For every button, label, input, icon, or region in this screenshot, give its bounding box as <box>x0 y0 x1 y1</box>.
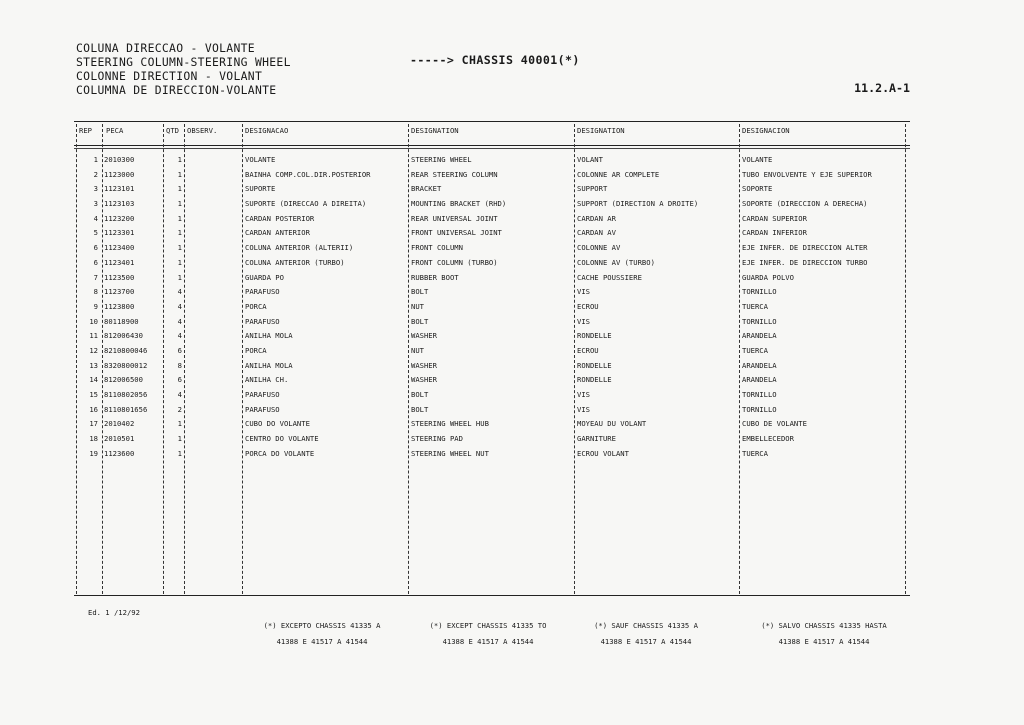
part-number-cell: 1123700 <box>104 287 135 297</box>
designation-en-cell: STEERING WHEEL NUT <box>411 448 489 458</box>
designacao-cell: CENTRO DO VOLANTE <box>245 434 319 444</box>
part-number-cell: 812006500 <box>104 375 143 385</box>
rep-cell: 6 <box>93 257 98 267</box>
designation-fr-cell: VIS <box>577 287 590 297</box>
col-header-designacion: DESIGNACION <box>742 126 790 135</box>
designation-en-cell: FRONT COLUMN <box>411 243 463 253</box>
rep-cell: 12 <box>89 345 98 355</box>
table-row <box>0 419 1024 434</box>
part-number-cell: 2010300 <box>104 155 135 164</box>
designation-en-cell: REAR UNIVERSAL JOINT <box>411 213 498 223</box>
quantity-cell: 1 <box>177 169 182 179</box>
designation-fr-cell: RONDELLE <box>577 375 612 385</box>
designacion-cell: GUARDA POLVO <box>742 272 794 282</box>
table-row <box>0 346 1024 361</box>
designacao-cell: PORCA DO VOLANTE <box>245 448 315 458</box>
designation-fr-cell: VIS <box>577 390 590 399</box>
table-row <box>0 405 1024 420</box>
quantity-cell: 4 <box>177 390 182 399</box>
footnote-line: (*) EXCEPT CHASSIS 41335 TO <box>429 621 547 630</box>
designation-fr-cell: ECROU <box>577 345 599 355</box>
designacao-cell: CARDAN POSTERIOR <box>245 213 315 223</box>
part-number-cell: 812006430 <box>104 331 143 341</box>
part-number-cell: 1123101 <box>104 184 135 194</box>
part-number-cell: 80118900 <box>104 316 139 326</box>
designacion-cell: SOPORTE <box>742 184 773 194</box>
designation-en-cell: FRONT UNIVERSAL JOINT <box>411 228 502 238</box>
footnote-en <box>412 618 564 650</box>
col-header-designation-en: DESIGNATION <box>411 126 459 135</box>
designacao-cell: PORCA <box>245 345 267 355</box>
table-row <box>0 258 1024 273</box>
table-row <box>0 273 1024 288</box>
quantity-cell: 1 <box>177 243 182 253</box>
designation-en-cell: WASHER <box>411 375 437 385</box>
designacion-cell: TUERCA <box>742 301 768 311</box>
quantity-cell: 4 <box>177 287 182 297</box>
rep-cell: 3 <box>93 184 98 194</box>
part-number-cell: 1123000 <box>104 169 135 179</box>
designacao-cell: SUPORTE (DIRECCAO A DIREITA) <box>245 199 367 209</box>
footnote-pt <box>248 618 396 650</box>
quantity-cell: 6 <box>177 375 182 385</box>
footnote-fr <box>579 618 713 650</box>
quantity-cell: 4 <box>177 301 182 311</box>
designation-fr-cell: COLONNE AV (TURBO) <box>577 257 655 267</box>
part-number-cell: 1123500 <box>104 272 135 282</box>
designation-fr-cell: SUPPORT <box>577 184 608 194</box>
footnote-line: (*) SALVO CHASSIS 41335 HASTA <box>761 621 887 630</box>
designacion-cell: TUBO ENVOLVENTE Y EJE SUPERIOR <box>742 169 872 179</box>
quantity-cell: 1 <box>177 228 182 238</box>
table-row <box>0 434 1024 449</box>
table-row <box>0 228 1024 243</box>
rep-cell: 6 <box>93 243 98 253</box>
table-row <box>0 170 1024 185</box>
designacion-cell: VOLANTE <box>742 155 773 164</box>
quantity-cell: 8 <box>177 360 182 370</box>
designation-fr-cell: CARDAN AV <box>577 228 616 238</box>
rep-cell: 17 <box>89 419 98 429</box>
designacao-cell: COLUNA ANTERIOR (TURBO) <box>245 257 345 267</box>
part-number-cell: 2010501 <box>104 434 135 444</box>
quantity-cell: 1 <box>177 213 182 223</box>
quantity-cell: 1 <box>177 272 182 282</box>
footnote-line: 41388 E 41517 A 41544 <box>600 637 692 646</box>
part-number-cell: 1123600 <box>104 448 135 458</box>
designacao-cell: ANILHA CH. <box>245 375 289 385</box>
part-number-cell: 8110801656 <box>104 404 148 414</box>
rep-cell: 16 <box>89 404 98 414</box>
rep-cell: 8 <box>93 287 98 297</box>
quantity-cell: 1 <box>177 155 182 164</box>
part-number-cell: 1123103 <box>104 199 135 209</box>
quantity-cell: 4 <box>177 316 182 326</box>
designacion-cell: TUERCA <box>742 345 768 355</box>
rep-cell: 14 <box>89 375 98 385</box>
designacao-cell: VOLANTE <box>245 155 276 164</box>
designacao-cell: CARDAN ANTERIOR <box>245 228 310 238</box>
edition-date: Ed. 1 /12/92 <box>88 608 140 617</box>
rep-cell: 5 <box>93 228 98 238</box>
quantity-cell: 2 <box>177 404 182 414</box>
designation-fr-cell: SUPPORT (DIRECTION A DROITE) <box>577 199 699 209</box>
designation-fr-cell: CACHE POUSSIERE <box>577 272 642 282</box>
rep-cell: 2 <box>93 169 98 179</box>
designacao-cell: COLUNA ANTERIOR (ALTERII) <box>245 243 354 253</box>
rep-cell: 18 <box>89 434 98 444</box>
designacao-cell: ANILHA MOLA <box>245 331 293 341</box>
col-header-rep: REP <box>79 126 92 135</box>
designacion-cell: CUBO DE VOLANTE <box>742 419 807 429</box>
quantity-cell: 1 <box>177 199 182 209</box>
table-row <box>0 390 1024 405</box>
designation-fr-cell: VOLANT <box>577 155 603 164</box>
designacion-cell: EMBELLECEDOR <box>742 434 794 444</box>
designacao-cell: PORCA <box>245 301 267 311</box>
table-row <box>0 375 1024 390</box>
title-es: COLUMNA DE DIRECCION-VOLANTE <box>76 83 277 97</box>
rep-cell: 4 <box>93 213 98 223</box>
parts-table-body <box>0 155 1024 463</box>
footnote-line: 41388 E 41517 A 41544 <box>778 637 870 646</box>
part-number-cell: 8320800012 <box>104 360 148 370</box>
designation-en-cell: BRACKET <box>411 184 442 194</box>
chassis-range: -----> CHASSIS 40001(*) <box>410 53 580 67</box>
footnote-line: 41388 E 41517 A 41544 <box>442 637 534 646</box>
designacion-cell: EJE INFER. DE DIRECCION TURBO <box>742 257 868 267</box>
designation-en-cell: WASHER <box>411 331 437 341</box>
designation-fr-cell: GARNITURE <box>577 434 616 444</box>
document-title-block <box>76 41 291 97</box>
designation-en-cell: MOUNTING BRACKET (RHD) <box>411 199 507 209</box>
designation-en-cell: FRONT COLUMN (TURBO) <box>411 257 498 267</box>
designacao-cell: PARAFUSO <box>245 404 280 414</box>
col-header-designation-fr: DESIGNATION <box>577 126 625 135</box>
rep-cell: 13 <box>89 360 98 370</box>
designation-fr-cell: VIS <box>577 404 590 414</box>
part-number-cell: 1123800 <box>104 301 135 311</box>
footnote-line: (*) SAUF CHASSIS 41335 A <box>594 621 698 630</box>
part-number-cell: 1123400 <box>104 243 135 253</box>
table-header-rule <box>74 145 910 146</box>
title-pt: COLUNA DIRECCAO - VOLANTE <box>76 41 255 55</box>
designacion-cell: CARDAN SUPERIOR <box>742 213 807 223</box>
title-en: STEERING COLUMN-STEERING WHEEL <box>76 55 291 69</box>
rep-cell: 7 <box>93 272 98 282</box>
table-top-rule <box>74 121 910 122</box>
designation-fr-cell: ECROU VOLANT <box>577 448 629 458</box>
rep-cell: 15 <box>89 390 98 399</box>
designation-en-cell: STEERING PAD <box>411 434 463 444</box>
part-number-cell: 1123200 <box>104 213 135 223</box>
rep-cell: 11 <box>89 331 98 341</box>
quantity-cell: 1 <box>177 419 182 429</box>
table-row <box>0 317 1024 332</box>
quantity-cell: 1 <box>177 434 182 444</box>
designacion-cell: ARANDELA <box>742 331 777 341</box>
designation-en-cell: STEERING WHEEL <box>411 155 472 164</box>
part-number-cell: 8210800046 <box>104 345 148 355</box>
designacao-cell: GUARDA PO <box>245 272 284 282</box>
col-header-qtd: QTD <box>166 126 179 135</box>
designation-en-cell: REAR STEERING COLUMN <box>411 169 498 179</box>
quantity-cell: 1 <box>177 184 182 194</box>
designation-en-cell: WASHER <box>411 360 437 370</box>
table-row <box>0 214 1024 229</box>
quantity-cell: 4 <box>177 331 182 341</box>
designation-fr-cell: COLONNE AV <box>577 243 621 253</box>
designation-en-cell: RUBBER BOOT <box>411 272 459 282</box>
designation-en-cell: STEERING WHEEL HUB <box>411 419 489 429</box>
col-header-designacao: DESIGNACAO <box>245 126 289 135</box>
table-row <box>0 449 1024 464</box>
title-fr: COLONNE DIRECTION - VOLANT <box>76 69 263 83</box>
designation-en-cell: BOLT <box>411 316 429 326</box>
part-number-cell: 8110802056 <box>104 390 148 399</box>
footnote-line: (*) EXCEPTO CHASSIS 41335 A <box>263 621 381 630</box>
designacion-cell: TORNILLO <box>742 316 777 326</box>
col-header-peca: PECA <box>106 126 124 135</box>
designacion-cell: CARDAN INFERIOR <box>742 228 807 238</box>
designacion-cell: SOPORTE (DIRECCION A DERECHA) <box>742 199 868 209</box>
table-row <box>0 302 1024 317</box>
rep-cell: 10 <box>89 316 98 326</box>
table-row <box>0 287 1024 302</box>
designation-en-cell: NUT <box>411 345 424 355</box>
table-row <box>0 361 1024 376</box>
part-number-cell: 2010402 <box>104 419 135 429</box>
footnote-line: 41388 E 41517 A 41544 <box>276 637 368 646</box>
designacao-cell: CUBO DO VOLANTE <box>245 419 310 429</box>
quantity-cell: 6 <box>177 345 182 355</box>
designation-fr-cell: CARDAN AR <box>577 213 616 223</box>
designacion-cell: EJE INFER. DE DIRECCION ALTER <box>742 243 868 253</box>
quantity-cell: 1 <box>177 448 182 458</box>
table-header-rule-2 <box>74 148 910 149</box>
designacao-cell: BAINHA COMP.COL.DIR.POSTERIOR <box>245 169 371 179</box>
rep-cell: 3 <box>93 199 98 209</box>
part-number-cell: 1123301 <box>104 228 135 238</box>
designacion-cell: TORNILLO <box>742 404 777 414</box>
table-row <box>0 331 1024 346</box>
quantity-cell: 1 <box>177 257 182 267</box>
designacao-cell: PARAFUSO <box>245 390 280 399</box>
table-row <box>0 243 1024 258</box>
table-row <box>0 155 1024 170</box>
designacao-cell: PARAFUSO <box>245 287 280 297</box>
col-header-observ: OBSERV. <box>187 126 218 135</box>
designation-fr-cell: RONDELLE <box>577 360 612 370</box>
table-header <box>0 126 1024 138</box>
designation-en-cell: BOLT <box>411 287 429 297</box>
designation-fr-cell: ECROU <box>577 301 599 311</box>
designacion-cell: TORNILLO <box>742 390 777 399</box>
designation-fr-cell: COLONNE AR COMPLETE <box>577 169 660 179</box>
designacion-cell: ARANDELA <box>742 375 777 385</box>
table-row <box>0 184 1024 199</box>
table-row <box>0 199 1024 214</box>
designation-fr-cell: VIS <box>577 316 590 326</box>
designation-en-cell: BOLT <box>411 390 429 399</box>
designacion-cell: TUERCA <box>742 448 768 458</box>
designation-fr-cell: MOYEAU DU VOLANT <box>577 419 647 429</box>
designacao-cell: PARAFUSO <box>245 316 280 326</box>
rep-cell: 9 <box>93 301 98 311</box>
designation-en-cell: NUT <box>411 301 424 311</box>
part-number-cell: 1123401 <box>104 257 135 267</box>
rep-cell: 19 <box>89 448 98 458</box>
table-bottom-rule <box>74 595 910 596</box>
rep-cell: 1 <box>93 155 98 164</box>
designacao-cell: ANILHA MOLA <box>245 360 293 370</box>
designation-en-cell: BOLT <box>411 404 429 414</box>
designation-fr-cell: RONDELLE <box>577 331 612 341</box>
footnote-es <box>744 618 904 650</box>
designacion-cell: ARANDELA <box>742 360 777 370</box>
designacion-cell: TORNILLO <box>742 287 777 297</box>
designacao-cell: SUPORTE <box>245 184 276 194</box>
page-reference: 11.2.A-1 <box>854 81 910 95</box>
